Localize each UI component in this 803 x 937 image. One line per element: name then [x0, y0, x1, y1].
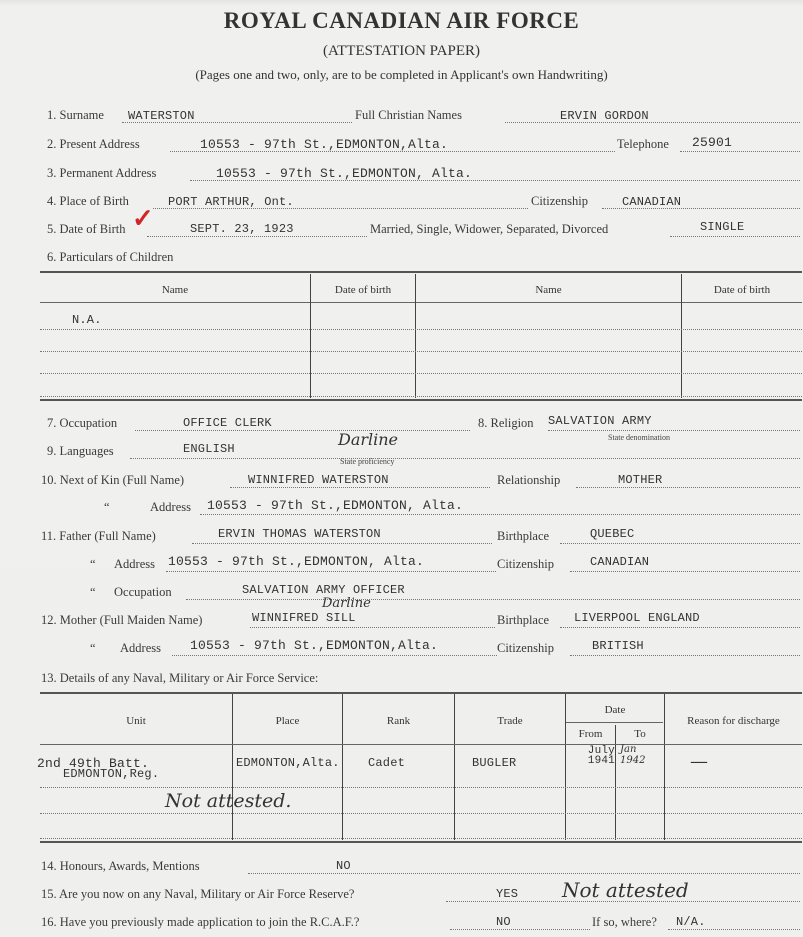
field-previous-application-row	[0, 915, 803, 933]
where-value[interactable]: N/A.	[676, 915, 706, 929]
field-reserve-row	[0, 878, 803, 905]
mother-citizenship-label: Citizenship	[497, 641, 554, 655]
field-permanent-address-row	[0, 166, 803, 184]
children-col-dob-2: Date of birth	[713, 284, 771, 296]
citizenship-label: Citizenship	[531, 194, 588, 208]
occupation-value[interactable]: OFFICE CLERK	[183, 416, 272, 430]
ditto-mark: “	[90, 557, 96, 571]
religion-value[interactable]: SALVATION ARMY	[548, 414, 652, 428]
service-col-trade: Trade	[497, 715, 523, 727]
service-reason-value[interactable]: —	[690, 751, 708, 772]
field-surname-row	[0, 108, 803, 126]
next-of-kin-value[interactable]: WINNIFRED WATERSTON	[248, 473, 389, 487]
marital-status-value[interactable]: SINGLE	[700, 220, 745, 234]
father-occupation-label: Occupation	[114, 585, 172, 599]
children-col-dob-1: Date of birth	[334, 284, 392, 296]
service-col-reason: Reason for discharge	[687, 715, 780, 727]
reserve-value[interactable]: YES	[496, 887, 519, 901]
field-father-occupation-row	[0, 585, 803, 603]
service-col-rank: Rank	[386, 715, 411, 727]
father-birthplace-value[interactable]: QUEBEC	[590, 527, 635, 541]
dotted-line	[570, 570, 800, 572]
occupation-label: 7. Occupation	[47, 416, 118, 430]
present-address-label: 2. Present Address	[47, 137, 140, 151]
dotted-line	[250, 626, 495, 628]
father-value[interactable]: ERVIN THOMAS WATERSTON	[218, 527, 381, 541]
religion-hint: State denomination	[608, 433, 670, 442]
field-mother-row	[0, 596, 803, 631]
honours-label: 14. Honours, Awards, Mentions	[41, 859, 200, 873]
dotted-line	[670, 235, 800, 237]
dotted-line	[192, 542, 492, 544]
mother-birthplace-label: Birthplace	[497, 613, 550, 627]
instruction-note: (Pages one and two, only, are to be completed in Applicant's own Handwriting)	[195, 67, 608, 82]
honours-value[interactable]: NO	[336, 859, 351, 873]
date-of-birth-value[interactable]: SEPT. 23, 1923	[190, 222, 294, 236]
field-father-row	[0, 529, 803, 547]
table-row	[40, 813, 802, 814]
religion-label: 8. Religion	[478, 416, 534, 430]
father-citizenship-value[interactable]: CANADIAN	[590, 555, 650, 569]
field-next-of-kin-row	[0, 473, 803, 491]
mother-birthplace-value[interactable]: LIVERPOOL ENGLAND	[574, 611, 700, 625]
field-next-of-kin-address-row	[0, 500, 803, 518]
document-subtitle: (ATTESTATION PAPER)	[322, 43, 480, 59]
telephone-label: Telephone	[617, 137, 669, 151]
languages-value[interactable]: ENGLISH	[183, 442, 235, 456]
service-col-to: To	[634, 728, 646, 740]
dotted-line	[560, 542, 800, 544]
children-row-1-name[interactable]: N.A.	[72, 313, 102, 327]
service-trade-value[interactable]: BUGLER	[472, 756, 517, 770]
father-occupation-value[interactable]: SALVATION ARMY OFFICER	[242, 583, 405, 597]
place-of-birth-value[interactable]: PORT ARTHUR, Ont.	[168, 195, 294, 209]
present-address-value[interactable]: 10553 - 97th St.,EDMONTON,Alta.	[200, 137, 449, 152]
table-row	[40, 373, 802, 374]
mother-label: 12. Mother (Full Maiden Name)	[41, 613, 203, 627]
field-children-row	[0, 250, 803, 268]
next-of-kin-label: 10. Next of Kin (Full Name)	[41, 473, 185, 487]
dotted-line	[560, 626, 800, 628]
next-of-kin-address-label: Address	[150, 500, 191, 514]
marital-status-label: Married, Single, Widower, Separated, Divorced	[370, 222, 609, 236]
mother-value[interactable]: WINNIFRED SILL	[252, 611, 356, 625]
handwritten-not-attested: Not attested	[562, 878, 689, 902]
children-col-name-2: Name	[535, 284, 562, 296]
telephone-value[interactable]: 25901	[692, 135, 733, 150]
red-check-mark-icon: ✓	[132, 204, 154, 233]
service-unit-value[interactable]: 2nd 49th Batt.	[37, 756, 150, 771]
reserve-label: 15. Are you now on any Naval, Military or Air Force Reserve?	[41, 887, 355, 901]
dotted-line	[450, 928, 590, 930]
field-date-of-birth-row	[0, 222, 803, 240]
dotted-line	[248, 872, 800, 874]
field-present-address-row	[0, 137, 803, 155]
document-title: ROYAL CANADIAN AIR FORCE	[223, 8, 580, 33]
field-honours-row	[0, 859, 803, 877]
surname-value[interactable]: WATERSTON	[128, 109, 195, 123]
ditto-mark: “	[90, 585, 96, 599]
table-row	[40, 396, 802, 397]
christian-names-value[interactable]: ERVIN GORDON	[560, 109, 649, 123]
father-citizenship-label: Citizenship	[497, 557, 554, 571]
languages-label: 9. Languages	[47, 444, 114, 458]
dotted-line	[166, 570, 496, 572]
citizenship-value[interactable]: CANADIAN	[622, 195, 682, 209]
place-of-birth-label: 4. Place of Birth	[47, 194, 129, 208]
father-birthplace-label: Birthplace	[497, 529, 550, 543]
relationship-label: Relationship	[497, 473, 561, 487]
field-mother-address-row	[0, 638, 803, 659]
dotted-line	[130, 457, 800, 459]
service-unit-value-line2[interactable]: EDMONTON,Reg.	[63, 767, 160, 781]
mother-citizenship-value[interactable]: BRITISH	[592, 639, 644, 653]
service-from-value[interactable]: July 1941	[587, 745, 615, 767]
previous-application-label: 16. Have you previously made application to join the R.C.A.F.?	[41, 915, 360, 929]
where-label: If so, where?	[592, 915, 657, 929]
table-row	[40, 787, 802, 788]
service-col-from: From	[578, 728, 603, 740]
service-col-unit: Unit	[126, 715, 146, 727]
table-row	[40, 351, 802, 352]
date-of-birth-label: 5. Date of Birth	[47, 222, 126, 236]
dotted-line	[548, 429, 800, 431]
mother-address-value[interactable]: 10553 - 97th St.,EDMONTON,Alta.	[190, 638, 439, 653]
handwritten-not-attested: Not attested.	[165, 790, 292, 812]
dotted-line	[200, 513, 800, 515]
service-place-value[interactable]: EDMONTON,Alta.	[236, 756, 340, 770]
children-col-name-1: Name	[161, 284, 189, 296]
permanent-address-label: 3. Permanent Address	[47, 166, 157, 180]
surname-label: 1. Surname	[47, 108, 104, 122]
field-father-address-row	[0, 554, 803, 575]
christian-names-label: Full Christian Names	[355, 108, 462, 122]
service-label: 13. Details of any Naval, Military or Air Force Service:	[41, 671, 319, 685]
handwritten-annotation: Darline	[338, 430, 399, 449]
father-address-value[interactable]: 10553 - 97th St.,EDMONTON, Alta.	[168, 554, 425, 569]
permanent-address-value[interactable]: 10553 - 97th St.,EDMONTON, Alta.	[216, 166, 473, 181]
dotted-line	[576, 486, 800, 488]
mother-address-label: Address	[120, 641, 161, 655]
handwritten-annotation: Darline	[322, 596, 371, 611]
service-col-date: Date	[604, 704, 626, 716]
service-to-value[interactable]: Jan 1942	[620, 744, 646, 766]
field-place-of-birth-row	[0, 194, 803, 212]
relationship-value[interactable]: MOTHER	[618, 473, 663, 487]
ditto-mark: “	[104, 500, 110, 514]
service-rank-value[interactable]: Cadet	[368, 756, 406, 770]
dotted-line	[186, 598, 800, 600]
field-service-row	[0, 671, 803, 689]
ditto-mark: “	[90, 641, 96, 655]
dotted-line	[505, 121, 800, 123]
service-col-place: Place	[275, 715, 300, 727]
children-label: 6. Particulars of Children	[47, 250, 174, 264]
dotted-line	[172, 654, 497, 656]
table-row	[40, 838, 802, 839]
previous-application-value[interactable]: NO	[496, 915, 511, 929]
dotted-line	[570, 654, 800, 656]
dotted-line	[680, 150, 800, 152]
father-address-label: Address	[114, 557, 155, 571]
next-of-kin-address-value[interactable]: 10553 - 97th St.,EDMONTON, Alta.	[207, 498, 464, 513]
table-row	[40, 329, 802, 330]
languages-hint: State proficiency	[340, 457, 395, 466]
father-label: 11. Father (Full Name)	[41, 529, 156, 543]
